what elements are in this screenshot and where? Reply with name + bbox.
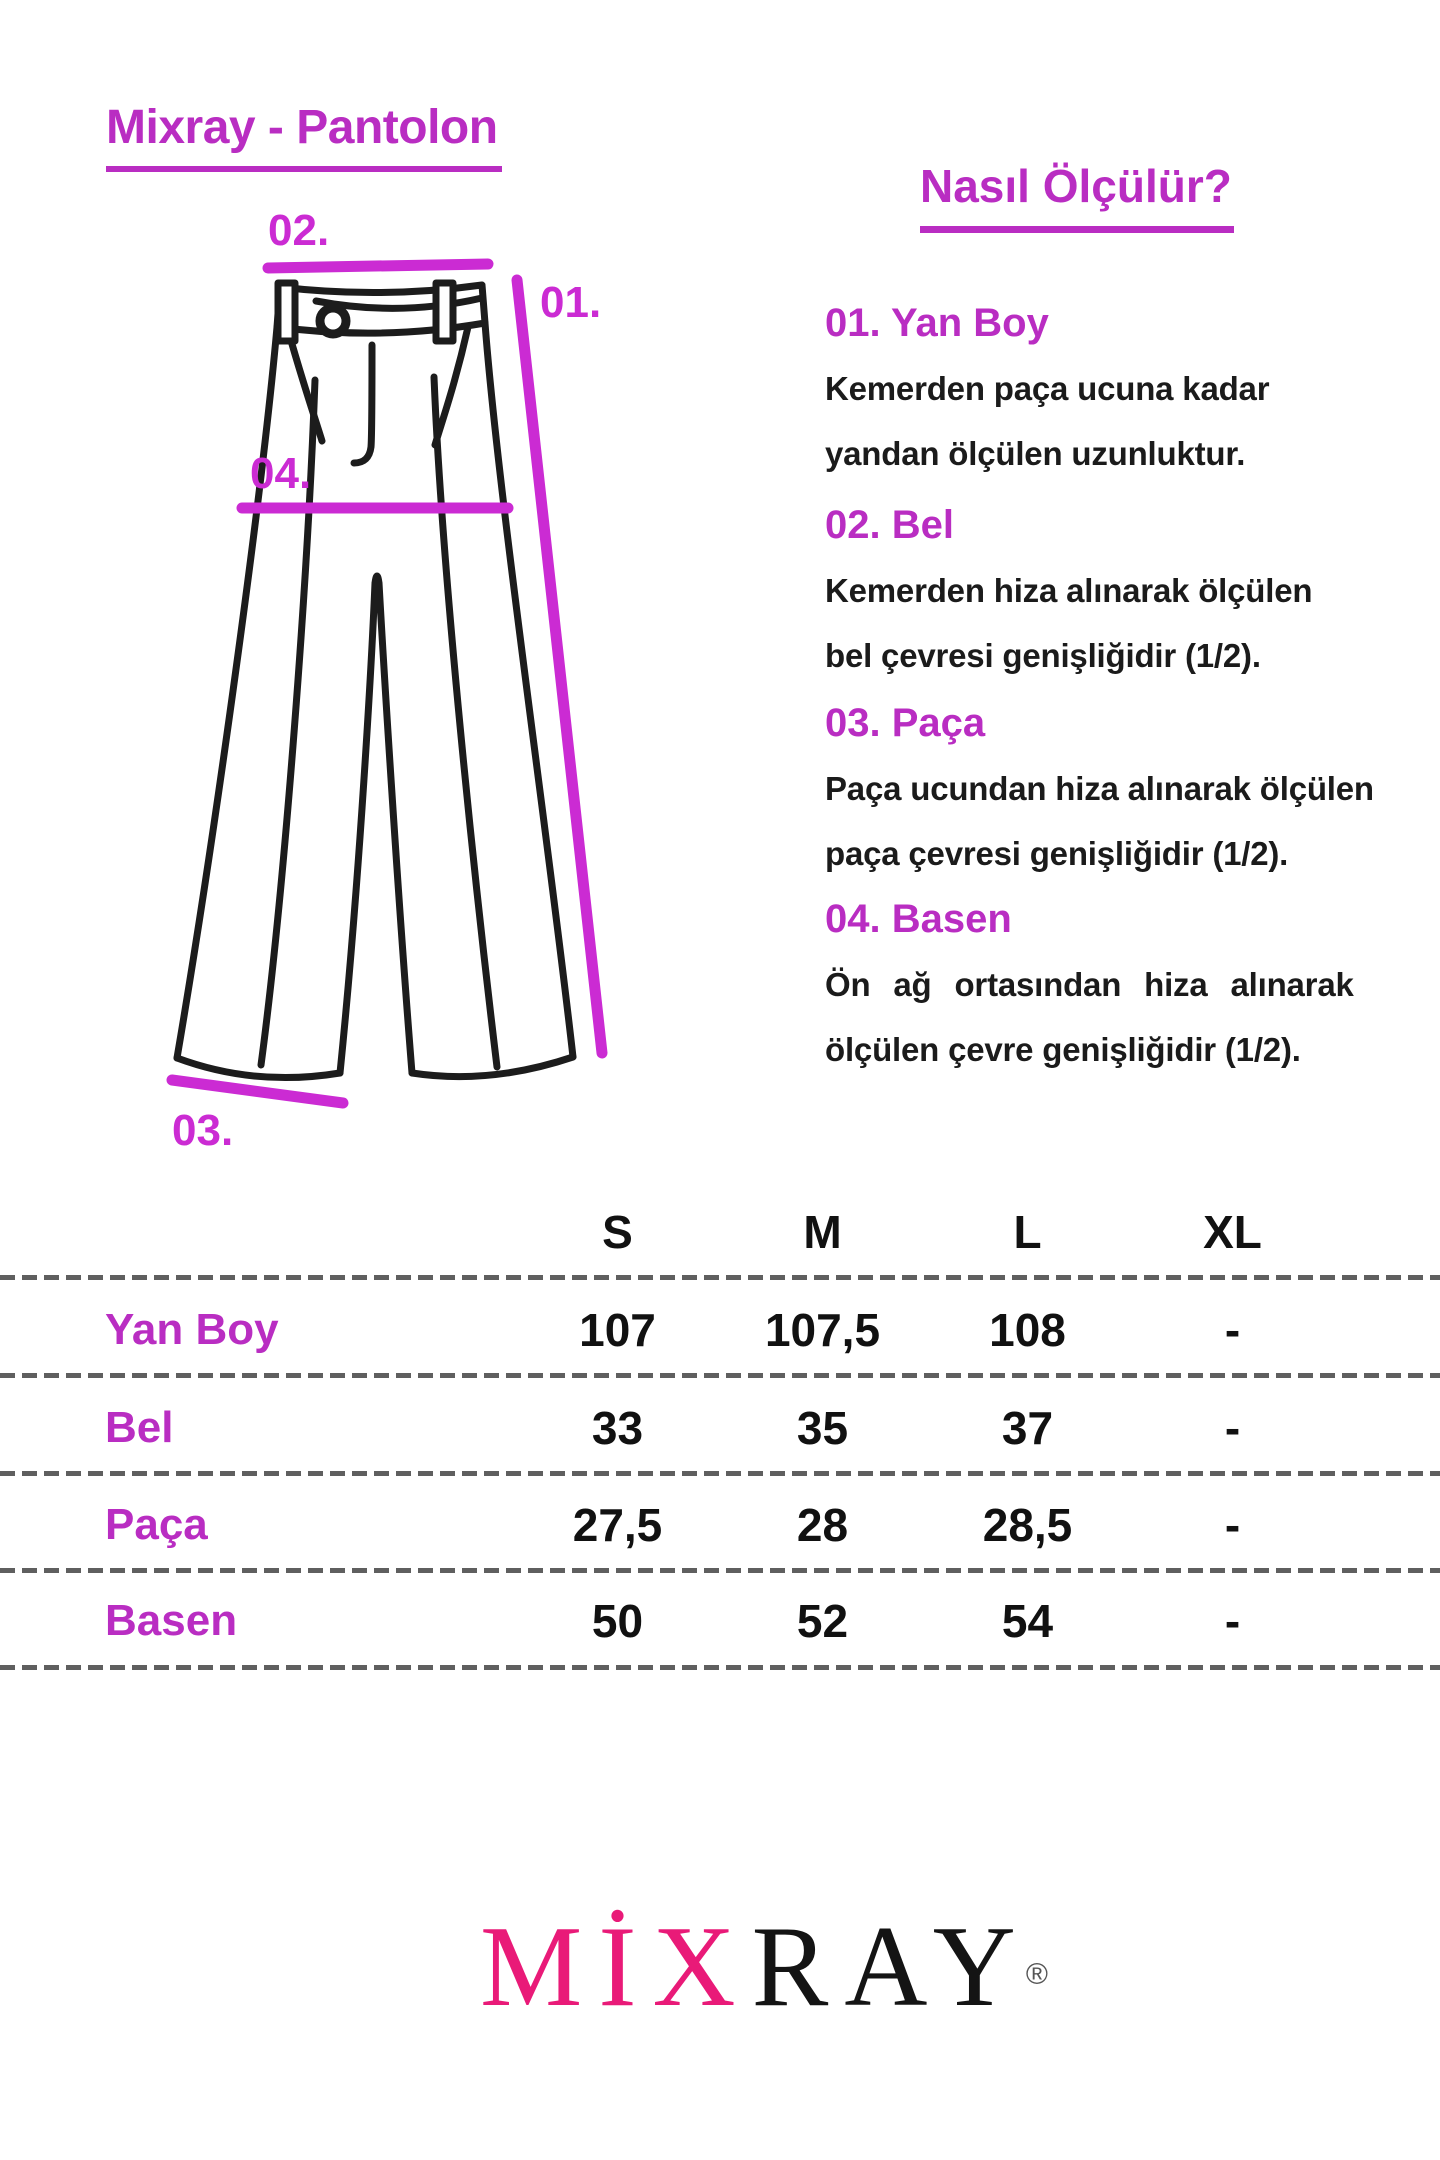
section-text-line: Kemerden hiza alınarak ölçülen [825, 572, 1313, 609]
measurement-line-03-paca [172, 1080, 343, 1103]
table-divider [0, 1275, 1440, 1280]
button-icon [320, 308, 346, 334]
section-text-line: paça çevresi genişliğidir (1/2). [825, 835, 1289, 872]
col-header-s: S [602, 1206, 633, 1258]
pants-left-outer-seam [177, 327, 277, 1058]
pants-fly-line [354, 345, 372, 463]
section-basen [825, 896, 1440, 1082]
pants-right-pocket-line [435, 327, 468, 445]
section-paca [825, 700, 1440, 886]
cell-value: - [1224, 1304, 1241, 1356]
pants-right-hem [412, 1057, 573, 1077]
cell-value: 33 [591, 1402, 644, 1454]
table-row-bel [0, 1400, 1440, 1456]
section-title-bel: 02. Bel [825, 503, 954, 547]
cell-value: 107 [579, 1304, 656, 1356]
row-label: Basen [105, 1596, 238, 1645]
section-title-basen: 04. Basen [825, 897, 1012, 941]
cell-value: 28 [796, 1499, 849, 1551]
row-label: Paça [105, 1500, 208, 1549]
measurement-line-02-bel [268, 264, 488, 268]
row-label: Bel [105, 1403, 174, 1452]
table-row-basen [0, 1593, 1440, 1649]
table-row-paca [0, 1497, 1440, 1553]
logo-text-black: RAY [751, 1903, 1032, 2030]
cell-value: 50 [591, 1595, 644, 1647]
belt-loop-left [278, 283, 295, 341]
figure-label-02: 02. [268, 206, 330, 255]
figure-label-03: 03. [172, 1106, 234, 1155]
pants-inner-seams-crotch [340, 576, 412, 1073]
section-title-paca: 03. Paça [825, 701, 986, 745]
belt-loop-right [436, 283, 453, 341]
section-title-yan-boy: 01. Yan Boy [825, 301, 1049, 345]
figure-label-04: 04. [250, 449, 312, 498]
table-header-row [0, 1204, 1440, 1260]
section-text-line: Kemerden paça ucuna kadar [825, 370, 1270, 407]
section-bel [825, 502, 1440, 688]
howto-heading: Nasıl Ölçülür? [920, 160, 1234, 233]
cell-value: 108 [989, 1304, 1066, 1356]
cell-value: 54 [1001, 1595, 1054, 1647]
col-header-l: L [1013, 1206, 1042, 1258]
cell-value: - [1224, 1499, 1241, 1551]
table-divider [0, 1471, 1440, 1476]
table-divider [0, 1568, 1440, 1573]
section-text-line: Ön ağ ortasından hiza alınarak [825, 966, 1354, 1003]
section-yan-boy [825, 300, 1440, 486]
page-title: Mixray - Pantolon [106, 100, 502, 172]
cell-value: - [1224, 1402, 1241, 1454]
cell-value: 107,5 [764, 1304, 881, 1356]
cell-value: 35 [796, 1402, 849, 1454]
cell-value: 52 [796, 1595, 849, 1647]
pants-right-pleat-line [434, 377, 497, 1067]
table-divider [0, 1373, 1440, 1378]
cell-value: 37 [1001, 1402, 1054, 1454]
table-corner-cell [105, 1204, 515, 1260]
section-text-line: ölçülen çevre genişliğidir (1/2). [825, 1031, 1301, 1068]
registered-trademark-icon: ® [1025, 1958, 1048, 1991]
row-label: Yan Boy [105, 1305, 279, 1354]
cell-value: - [1224, 1595, 1241, 1647]
section-text-line: bel çevresi genişliğidir (1/2). [825, 637, 1261, 674]
table-divider [0, 1665, 1440, 1670]
section-text-line: yandan ölçülen uzunluktur. [825, 435, 1246, 472]
pants-measurement-figure [150, 195, 670, 1170]
col-header-m: M [803, 1206, 842, 1258]
mixray-logo [480, 1902, 1054, 2032]
cell-value: 28,5 [982, 1499, 1073, 1551]
figure-label-01: 01. [540, 278, 602, 327]
logo-text-pink: MİX [480, 1903, 752, 2030]
section-text-line: Paça ucundan hiza alınarak ölçülen [825, 770, 1374, 807]
cell-value: 27,5 [572, 1499, 663, 1551]
col-header-xl: XL [1203, 1206, 1262, 1258]
table-row-yan-boy [0, 1302, 1440, 1358]
